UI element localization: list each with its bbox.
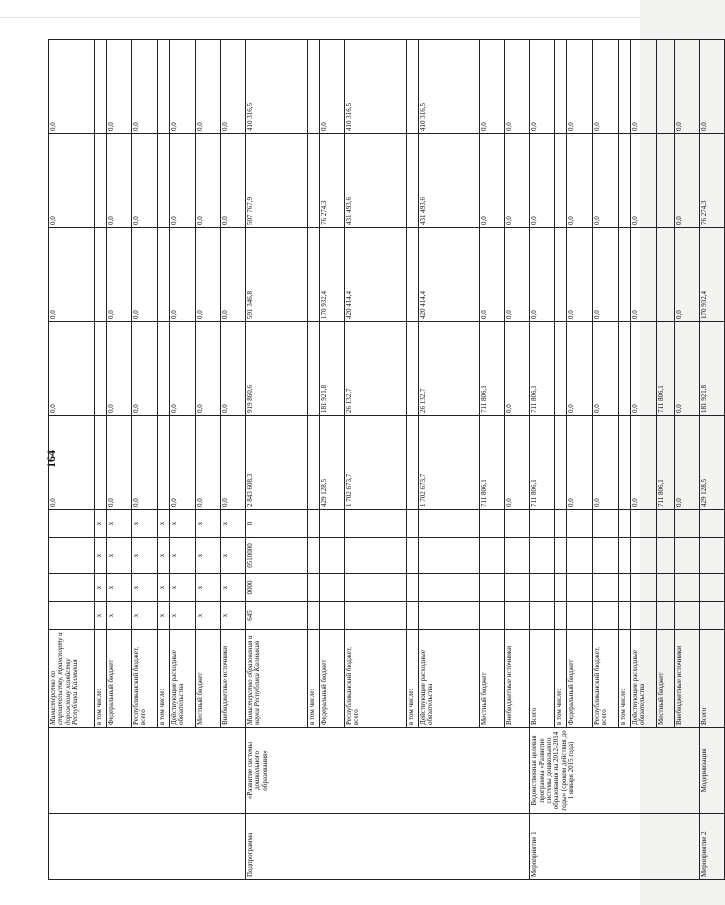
value-cell: 0,0 [674, 416, 699, 510]
value-cell [307, 322, 319, 416]
row-label-cell: Всего [530, 630, 555, 728]
value-cell: 0,0 [49, 322, 95, 416]
row-label-cell: Внебюджетные источники [674, 630, 699, 728]
value-cell: х [95, 602, 107, 630]
value-cell: 410 316,5 [418, 40, 480, 134]
value-cell: 0,0 [505, 40, 530, 134]
block-title-cell: Модернизация [699, 728, 724, 814]
row-label-cell: Внебюджетные источники [505, 630, 530, 728]
value-cell: 0,0 [221, 322, 246, 416]
value-cell [95, 416, 107, 510]
value-cell [555, 134, 567, 228]
value-cell: 591 346,8 [246, 228, 308, 322]
value-cell [656, 510, 674, 538]
value-cell [567, 602, 592, 630]
value-cell [618, 134, 630, 228]
value-cell: х [158, 574, 170, 602]
value-cell: 76 274,3 [699, 134, 724, 228]
budget-table [48, 39, 725, 880]
value-cell: 0,0 [221, 134, 246, 228]
value-cell [555, 228, 567, 322]
value-cell [95, 134, 107, 228]
row-label-cell: в том числе: [95, 630, 107, 728]
table-row [699, 40, 724, 880]
value-cell [344, 510, 406, 538]
value-cell [630, 510, 656, 538]
value-cell [418, 602, 480, 630]
value-cell [592, 602, 618, 630]
value-cell: 0,0 [505, 416, 530, 510]
value-cell: 0,0 [107, 416, 132, 510]
value-cell [505, 510, 530, 538]
value-cell [674, 510, 699, 538]
value-cell: х [107, 602, 132, 630]
value-cell [158, 416, 170, 510]
value-cell [618, 602, 630, 630]
value-cell [630, 602, 656, 630]
value-cell: х [221, 510, 246, 538]
value-cell [555, 416, 567, 510]
value-cell: 0000 [246, 574, 308, 602]
value-cell: 0,0 [480, 228, 505, 322]
page-number: 164 [44, 450, 58, 468]
row-label-cell: в том числе: [158, 630, 170, 728]
value-cell [555, 40, 567, 134]
value-cell: 0,0 [132, 134, 158, 228]
value-cell [699, 538, 724, 574]
value-cell [319, 574, 344, 602]
value-cell [406, 416, 418, 510]
value-cell [530, 510, 555, 538]
row-label-cell: Действующие расходные обязательства [418, 630, 480, 728]
value-cell [307, 602, 319, 630]
value-cell: х [107, 538, 132, 574]
value-cell: 919 860,6 [246, 322, 308, 416]
value-cell: 0,0 [221, 416, 246, 510]
value-cell [630, 538, 656, 574]
value-cell: 0,0 [592, 134, 618, 228]
scan-edge-line [0, 17, 640, 18]
value-cell [319, 538, 344, 574]
value-cell: 0,0 [221, 228, 246, 322]
value-cell [49, 510, 95, 538]
value-cell: х [170, 602, 196, 630]
value-cell [95, 40, 107, 134]
value-cell [618, 510, 630, 538]
value-cell: 0,0 [630, 228, 656, 322]
value-cell: 0,0 [530, 40, 555, 134]
value-cell: 507 767,9 [246, 134, 308, 228]
row-label-cell: Всего [699, 630, 724, 728]
value-cell: 711 806,1 [656, 416, 674, 510]
value-cell [406, 538, 418, 574]
value-cell [307, 510, 319, 538]
value-cell [592, 538, 618, 574]
value-cell [307, 538, 319, 574]
block-type-cell: Мероприятие 2 [699, 814, 724, 880]
value-cell [656, 228, 674, 322]
value-cell: 0,0 [132, 228, 158, 322]
value-cell: 0,0 [196, 322, 221, 416]
value-cell: х [132, 538, 158, 574]
value-cell: 0,0 [132, 416, 158, 510]
value-cell: 0 [246, 510, 308, 538]
row-label-cell: в том числе: [555, 630, 567, 728]
value-cell: х [170, 510, 196, 538]
value-cell [406, 134, 418, 228]
value-cell: 410 316,5 [344, 40, 406, 134]
value-cell: 711 806,1 [480, 416, 505, 510]
row-label-cell: Местный бюджет [196, 630, 221, 728]
value-cell: 431 493,6 [418, 134, 480, 228]
value-cell: 0,0 [592, 322, 618, 416]
value-cell [505, 574, 530, 602]
value-cell: 26 132,7 [418, 322, 480, 416]
value-cell [674, 574, 699, 602]
value-cell: 0,0 [505, 228, 530, 322]
value-cell [406, 602, 418, 630]
value-cell: х [107, 574, 132, 602]
row-label-cell: в том числе: [406, 630, 418, 728]
value-cell: 0,0 [592, 416, 618, 510]
value-cell: 0,0 [49, 416, 95, 510]
value-cell: 0510000 [246, 538, 308, 574]
value-cell [95, 228, 107, 322]
row-label-cell: Министерство образования и науки Республики Калмыкия [246, 630, 308, 728]
value-cell: 1 702 673,7 [344, 416, 406, 510]
value-cell [505, 538, 530, 574]
value-cell: 0,0 [170, 228, 196, 322]
value-cell [530, 574, 555, 602]
row-label-cell: в том числе: [618, 630, 630, 728]
value-cell [480, 510, 505, 538]
value-cell [505, 602, 530, 630]
value-cell [406, 510, 418, 538]
value-cell: 0,0 [530, 134, 555, 228]
value-cell: 0,0 [49, 40, 95, 134]
value-cell [555, 538, 567, 574]
value-cell [656, 40, 674, 134]
value-cell: х [221, 538, 246, 574]
table-row [246, 40, 308, 880]
value-cell: 410 316,5 [246, 40, 308, 134]
value-cell: 0,0 [170, 322, 196, 416]
value-cell [480, 538, 505, 574]
value-cell: 0,0 [170, 416, 196, 510]
value-cell: х [95, 510, 107, 538]
value-cell: 645 [246, 602, 308, 630]
value-cell: 711 806,1 [530, 416, 555, 510]
value-cell: х [95, 538, 107, 574]
value-cell: 0,0 [196, 40, 221, 134]
value-cell: 0,0 [674, 134, 699, 228]
value-cell: 0,0 [107, 322, 132, 416]
value-cell [699, 510, 724, 538]
value-cell: 420 414,4 [418, 228, 480, 322]
value-cell [656, 538, 674, 574]
value-cell [307, 134, 319, 228]
block-title-cell: Ведомственная целевая программа «Развитие системы дошкольного образования на 2012-2014 годы» (сроком действия до 1 января 2015 года) [530, 728, 699, 814]
value-cell [618, 538, 630, 574]
value-cell [418, 538, 480, 574]
value-cell: 0,0 [674, 228, 699, 322]
row-label-cell: Федеральный бюджет [567, 630, 592, 728]
value-cell [555, 574, 567, 602]
row-label-cell: Республиканский бюджет, всего [592, 630, 618, 728]
block-title-cell [49, 728, 246, 814]
block-type-cell: Подпрограмма [246, 814, 530, 880]
value-cell [674, 602, 699, 630]
value-cell: 0,0 [170, 134, 196, 228]
value-cell [656, 574, 674, 602]
value-cell [49, 574, 95, 602]
value-cell: 0,0 [196, 416, 221, 510]
row-label-cell: Республиканский бюджет, всего [132, 630, 158, 728]
row-label-cell: Внебюджетные источники [221, 630, 246, 728]
value-cell [530, 538, 555, 574]
value-cell [699, 602, 724, 630]
value-cell: 0,0 [480, 40, 505, 134]
value-cell: 181 921,8 [319, 322, 344, 416]
value-cell: 0,0 [674, 322, 699, 416]
value-cell [307, 228, 319, 322]
value-cell: х [95, 574, 107, 602]
value-cell [319, 602, 344, 630]
value-cell [406, 574, 418, 602]
value-cell [95, 322, 107, 416]
value-cell: 0,0 [107, 228, 132, 322]
block-title-cell: «Развитие системы дошкольного образования» [246, 728, 530, 814]
value-cell [555, 322, 567, 416]
value-cell [567, 574, 592, 602]
value-cell: 2 843 608,3 [246, 416, 308, 510]
value-cell [567, 538, 592, 574]
rotated-table-wrapper [48, 40, 708, 880]
value-cell [567, 510, 592, 538]
value-cell: х [196, 602, 221, 630]
value-cell: х [158, 510, 170, 538]
value-cell [319, 510, 344, 538]
value-cell [480, 574, 505, 602]
value-cell: 429 128,5 [699, 416, 724, 510]
value-cell: 26 132,7 [344, 322, 406, 416]
value-cell: 0,0 [630, 134, 656, 228]
value-cell: 711 806,1 [656, 322, 674, 416]
value-cell [530, 602, 555, 630]
value-cell: 0,0 [592, 40, 618, 134]
value-cell [630, 574, 656, 602]
value-cell: х [170, 538, 196, 574]
row-label-cell: Федеральный бюджет [107, 630, 132, 728]
value-cell: 0,0 [567, 134, 592, 228]
value-cell [618, 574, 630, 602]
value-cell: 0,0 [567, 228, 592, 322]
value-cell: 0,0 [630, 322, 656, 416]
value-cell: 420 414,4 [344, 228, 406, 322]
row-label-cell: Действующие расходные обязательства [630, 630, 656, 728]
value-cell: 0,0 [196, 228, 221, 322]
value-cell [418, 510, 480, 538]
value-cell [307, 416, 319, 510]
value-cell [49, 602, 95, 630]
value-cell: 1 702 673,7 [418, 416, 480, 510]
value-cell [618, 228, 630, 322]
value-cell [418, 574, 480, 602]
value-cell [618, 322, 630, 416]
value-cell: 711 806,1 [530, 322, 555, 416]
value-cell [592, 574, 618, 602]
value-cell: х [221, 602, 246, 630]
value-cell: 0,0 [567, 416, 592, 510]
value-cell: 0,0 [49, 134, 95, 228]
value-cell: х [196, 538, 221, 574]
value-cell [656, 134, 674, 228]
value-cell: х [196, 510, 221, 538]
value-cell: 0,0 [196, 134, 221, 228]
value-cell: 0,0 [630, 40, 656, 134]
value-cell: 0,0 [699, 40, 724, 134]
value-cell: х [107, 510, 132, 538]
value-cell: 0,0 [49, 228, 95, 322]
value-cell [406, 322, 418, 416]
value-cell: х [158, 538, 170, 574]
value-cell [406, 228, 418, 322]
value-cell [618, 40, 630, 134]
value-cell: 0,0 [630, 416, 656, 510]
row-label-cell: Министерство по строительству, транспорту и дорожному хозяйству Республики Калмыкия [49, 630, 95, 728]
value-cell: 0,0 [107, 134, 132, 228]
value-cell: 0,0 [132, 40, 158, 134]
value-cell [158, 134, 170, 228]
value-cell: 170 932,4 [319, 228, 344, 322]
value-cell: 0,0 [567, 40, 592, 134]
value-cell: 0,0 [505, 134, 530, 228]
table-body [49, 40, 725, 880]
value-cell: 0,0 [319, 40, 344, 134]
value-cell: 0,0 [592, 228, 618, 322]
value-cell: 711 806,1 [480, 322, 505, 416]
value-cell: 0,0 [674, 40, 699, 134]
value-cell: 0,0 [107, 40, 132, 134]
value-cell [555, 510, 567, 538]
value-cell: 0,0 [221, 40, 246, 134]
table-row [49, 40, 95, 880]
value-cell [555, 602, 567, 630]
block-type-cell [49, 814, 246, 880]
value-cell [656, 602, 674, 630]
value-cell: 0,0 [567, 322, 592, 416]
value-cell: 0,0 [170, 40, 196, 134]
value-cell: х [170, 574, 196, 602]
value-cell [699, 574, 724, 602]
row-label-cell: Федеральный бюджет [319, 630, 344, 728]
value-cell [406, 40, 418, 134]
value-cell: х [132, 574, 158, 602]
value-cell: 170 932,4 [699, 228, 724, 322]
value-cell [49, 538, 95, 574]
value-cell [307, 574, 319, 602]
row-label-cell: Действующие расходные обязательства [170, 630, 196, 728]
value-cell: х [158, 602, 170, 630]
value-cell [480, 602, 505, 630]
value-cell [344, 574, 406, 602]
value-cell: 0,0 [530, 228, 555, 322]
value-cell [158, 322, 170, 416]
value-cell: 181 921,8 [699, 322, 724, 416]
table-row [530, 40, 555, 880]
value-cell [158, 228, 170, 322]
value-cell [307, 40, 319, 134]
value-cell: 76 274,3 [319, 134, 344, 228]
value-cell [674, 538, 699, 574]
row-label-cell: в том числе: [307, 630, 319, 728]
value-cell: 0,0 [505, 322, 530, 416]
value-cell: х [132, 510, 158, 538]
value-cell [344, 538, 406, 574]
block-type-cell: Мероприятие 1 [530, 814, 699, 880]
value-cell [592, 510, 618, 538]
value-cell: х [196, 574, 221, 602]
value-cell: х [221, 574, 246, 602]
value-cell: 0,0 [132, 322, 158, 416]
value-cell: х [132, 602, 158, 630]
value-cell [618, 416, 630, 510]
value-cell: 431 493,6 [344, 134, 406, 228]
row-label-cell: Местный бюджет [480, 630, 505, 728]
row-label-cell: Республиканский бюджет, всего [344, 630, 406, 728]
value-cell: 0,0 [480, 134, 505, 228]
value-cell: 429 128,5 [319, 416, 344, 510]
value-cell [344, 602, 406, 630]
value-cell [158, 40, 170, 134]
row-label-cell: Местный бюджет [656, 630, 674, 728]
